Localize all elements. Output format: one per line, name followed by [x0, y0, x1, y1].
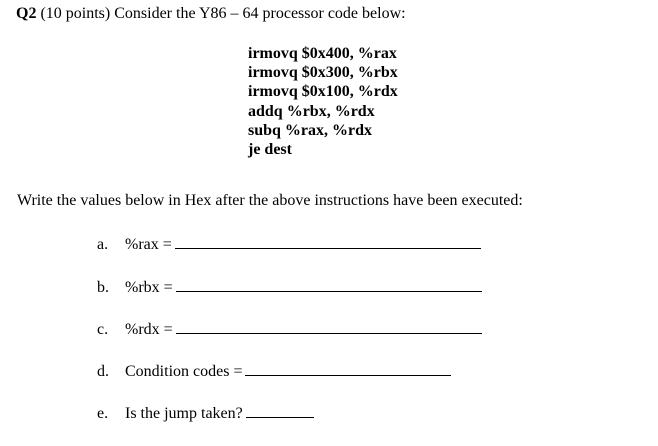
question-text: (10 points) Consider the Y86 – 64 processor code below:	[40, 5, 406, 22]
answer-label: %rbx =	[125, 279, 173, 296]
answer-marker: e.	[97, 405, 109, 422]
code-line: subq %rax, %rdx	[248, 121, 373, 139]
answer-label: Condition codes =	[125, 363, 243, 380]
answer-blank-line[interactable]	[246, 403, 314, 418]
answer-item-rax	[97, 234, 481, 255]
answer-item-condition-codes	[97, 361, 451, 382]
question-number: Q2	[16, 5, 37, 22]
code-line: irmovq $0x300, %rbx	[248, 64, 398, 82]
code-line: je dest	[248, 141, 292, 159]
answer-marker: a.	[97, 236, 109, 253]
answer-item-jump-taken	[97, 403, 314, 424]
code-line: addq %rbx, %rdx	[248, 102, 375, 120]
code-block	[248, 44, 398, 159]
answer-label: %rdx =	[125, 321, 173, 338]
answer-marker: d.	[97, 363, 109, 380]
answer-marker: c.	[97, 321, 109, 338]
code-line: irmovq $0x100, %rdx	[248, 83, 398, 101]
answer-label: %rax =	[125, 236, 172, 253]
question-header	[16, 4, 406, 24]
answer-label: Is the jump taken?	[125, 405, 243, 422]
answer-item-rdx	[97, 319, 482, 340]
answer-blank-line[interactable]	[176, 319, 482, 334]
answer-item-rbx	[97, 277, 482, 298]
code-line: irmovq $0x400, %rax	[248, 45, 397, 62]
answer-blank-line[interactable]	[245, 361, 451, 376]
answer-marker: b.	[97, 279, 109, 296]
answer-blank-line[interactable]	[176, 277, 482, 292]
instructions-text: Write the values below in Hex after the above instructions have been executed:	[17, 192, 523, 209]
answer-blank-line[interactable]	[175, 234, 481, 249]
